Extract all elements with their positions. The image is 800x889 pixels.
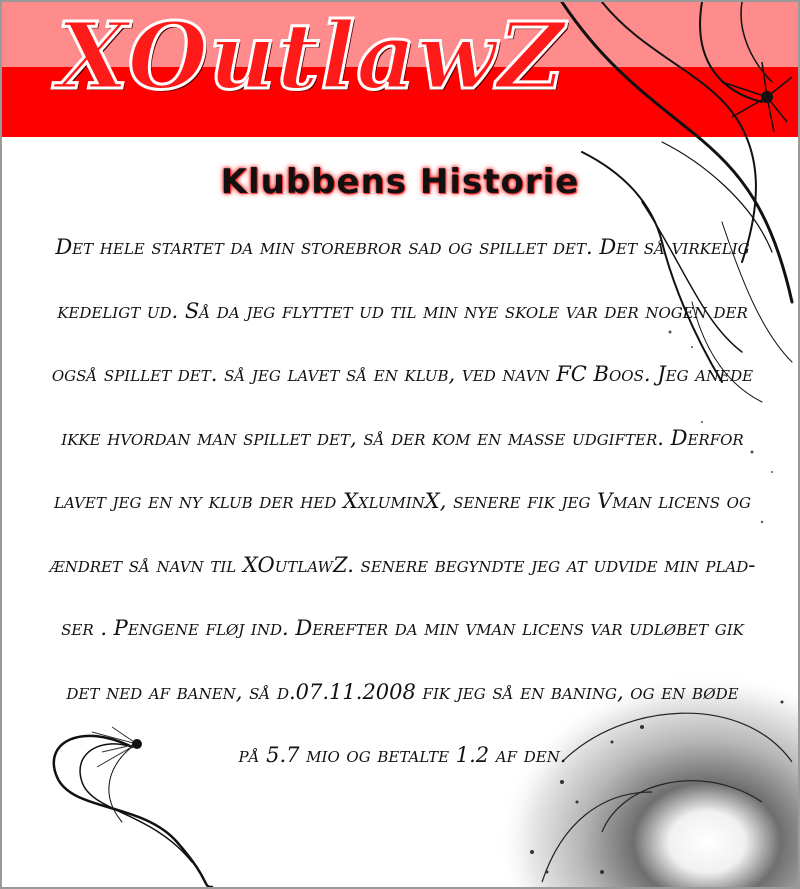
story-line: kedeligt ud. Så da jeg flyttet ud til min nye skole var der nogen der bbox=[57, 298, 748, 323]
story-line: lavet jeg en ny klub der hed XxluminX, senere fik jeg Vman licens og bbox=[54, 489, 751, 513]
story-line: også spillet det. så jeg lavet så en klub, ved navn FC Boos. Jeg anede bbox=[51, 362, 754, 386]
story-line: ser . Pengene fløj ind. Derefter da min vman licens var udløbet gik bbox=[61, 616, 744, 640]
story-line: ændret så navn til XOutlawZ. senere begyndte jeg at udvide min plad- bbox=[49, 552, 756, 577]
story-line: på 5.7 mio og betalte 1.2 af den. bbox=[238, 743, 567, 767]
story-line: Det hele startet da min storebror sad og spillet det. Det så virkelig bbox=[55, 235, 750, 259]
club-history-text bbox=[10, 220, 795, 792]
page-title: Klubbens Historie bbox=[220, 162, 580, 202]
story-line: ikke hvordan man spillet det, så der kom en masse udgifter. Derfor bbox=[61, 425, 744, 450]
story-line: det ned af banen, så d.07.11.2008 fik jeg så en baning, og en bøde bbox=[66, 679, 739, 704]
club-logo: XOutlawZ bbox=[57, 2, 566, 110]
